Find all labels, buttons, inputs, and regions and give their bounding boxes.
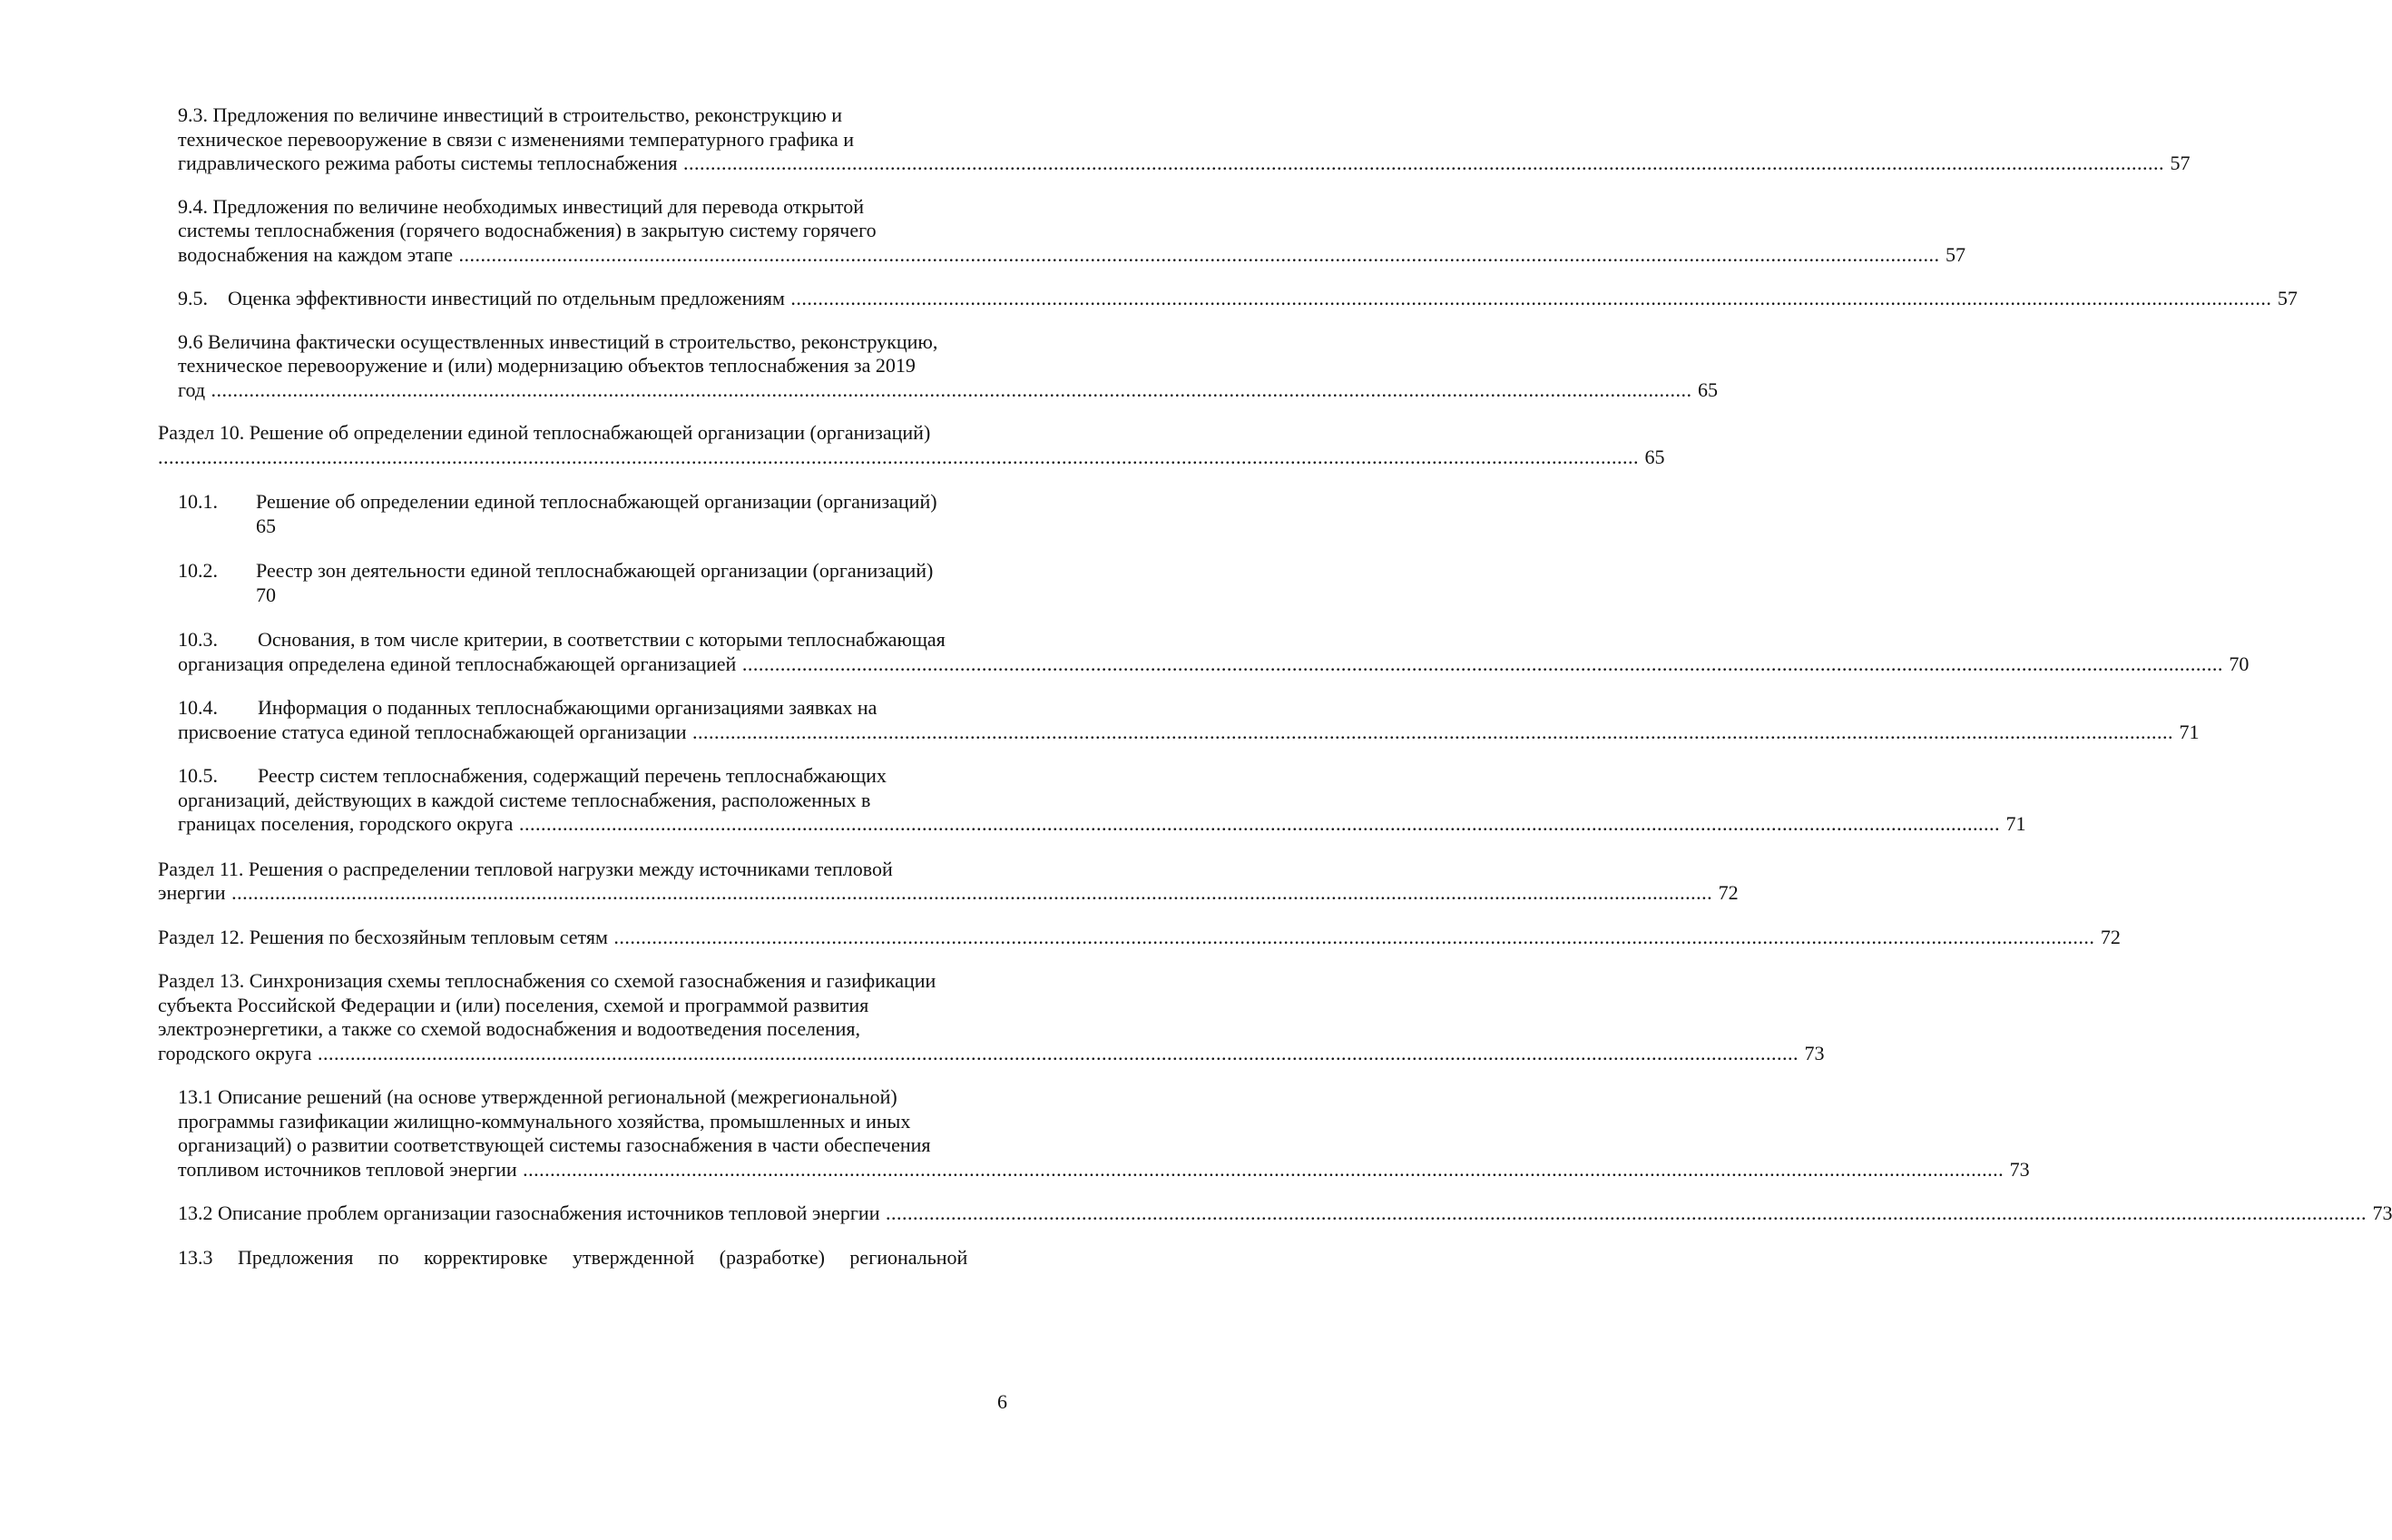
toc-page-number: 57 xyxy=(2277,287,2298,309)
dot-leader xyxy=(613,926,2094,948)
toc-page-number: 73 xyxy=(1804,1041,1825,1064)
toc-line: 13.1 Описание решений (на основе утвержденной региональной (межрегиональной) xyxy=(178,1085,897,1108)
toc-entry-13-2[interactable] xyxy=(178,1202,2392,1226)
toc-entry-10-4[interactable] xyxy=(178,696,2200,744)
toc-page-number: 73 xyxy=(2372,1202,2392,1224)
toc-entry-10-1[interactable] xyxy=(178,490,1016,538)
toc-line: электроэнергетики, а также со схемой водоснабжения и водоотведения поселения, xyxy=(158,1017,861,1040)
toc-entry-section-13[interactable] xyxy=(158,969,1825,1065)
dot-leader xyxy=(519,812,2000,835)
table-of-contents xyxy=(158,103,2392,1270)
toc-line: энергии xyxy=(158,881,226,904)
toc-item-number: 10.2. xyxy=(178,559,218,582)
toc-line: границах поселения, городского округа xyxy=(178,812,514,835)
toc-page-number: 70 xyxy=(256,583,276,606)
toc-page-number: 72 xyxy=(2100,925,2121,948)
toc-line: 13.2 Описание проблем организации газоснабжения источников тепловой энергии xyxy=(178,1202,880,1224)
toc-item-number: 10.1. xyxy=(178,490,218,513)
dot-leader xyxy=(211,378,1692,401)
dot-leader xyxy=(886,1202,2367,1224)
toc-entry-9-6[interactable] xyxy=(178,329,1719,403)
toc-page-number: 72 xyxy=(1718,881,1739,904)
toc-entry-section-11[interactable] xyxy=(158,857,1739,906)
toc-line: 10.5. Реестр систем теплоснабжения, содержащий перечень теплоснабжающих xyxy=(178,764,887,787)
toc-line: городского округа xyxy=(158,1041,312,1064)
toc-entry-10-3[interactable] xyxy=(178,628,2250,676)
toc-page-number: 71 xyxy=(2179,720,2200,743)
toc-line: присвоение статуса единой теплоснабжающей организации xyxy=(178,720,687,743)
toc-line: Решение об определении единой теплоснабжающей организации (организаций) xyxy=(256,490,937,513)
toc-page-number: 71 xyxy=(2005,812,2026,835)
toc-line: организаций) о развитии соответствующей системы газоснабжения в части обеспечения xyxy=(178,1133,931,1156)
toc-entry-9-3[interactable] xyxy=(178,103,2191,176)
toc-page-number: 65 xyxy=(1644,445,1665,468)
toc-line: водоснабжения на каждом этапе xyxy=(178,242,454,266)
dot-leader xyxy=(742,652,2223,675)
toc-line: 10.4. Информация о поданных теплоснабжающими организациями заявках на xyxy=(178,696,877,719)
toc-page-number: 70 xyxy=(2229,652,2250,675)
toc-line: гидравлического режима работы системы теплоснабжения xyxy=(178,152,678,174)
toc-line: 9.4. Предложения по величине необходимых инвестиций для перевода открытой xyxy=(178,194,864,218)
toc-line: Реестр зон деятельности единой теплоснабжающей организации (организаций) xyxy=(256,559,934,582)
toc-page-number: 65 xyxy=(256,514,276,537)
toc-line: 9.5. Оценка эффективности инвестиций по отдельным предложениям xyxy=(178,287,785,309)
toc-entry-section-10[interactable] xyxy=(158,421,1665,469)
toc-line: Раздел 11. Решения о распределении тепловой нагрузки между источниками тепловой xyxy=(158,857,893,880)
toc-line: топливом источников тепловой энергии xyxy=(178,1157,517,1181)
dot-leader xyxy=(231,881,1712,904)
toc-entry-10-5[interactable] xyxy=(178,764,2026,837)
page-number: 6 xyxy=(997,1390,1007,1413)
toc-line: организаций, действующих в каждой системе теплоснабжения, расположенных в xyxy=(178,788,871,811)
toc-line: системы теплоснабжения (горячего водоснабжения) в закрытую систему горячего xyxy=(178,219,877,241)
toc-line: 13.3 Предложения по корректировке утвержденной (разработке) региональной xyxy=(178,1245,968,1269)
toc-entry-13-3[interactable] xyxy=(178,1246,1016,1270)
toc-line: организация определена единой теплоснабжающей организацией xyxy=(178,652,737,675)
toc-entry-13-1[interactable] xyxy=(178,1085,2030,1182)
toc-entry-10-2[interactable] xyxy=(178,559,1016,607)
toc-entry-9-4[interactable] xyxy=(178,194,1966,268)
toc-entry-9-5[interactable] xyxy=(178,287,2298,311)
dot-leader xyxy=(459,243,1940,266)
toc-line: Раздел 10. Решение об определении единой теплоснабжающей организации (организаций) xyxy=(158,421,931,444)
toc-page-number: 57 xyxy=(1946,242,1966,266)
dot-leader xyxy=(158,446,1639,468)
toc-line: техническое перевооружение в связи с изменениями температурного графика и xyxy=(178,127,854,151)
toc-line: субъекта Российской Федерации и (или) поселения, схемой и программой развития xyxy=(158,993,869,1016)
toc-line: программы газификации жилищно-коммунального хозяйства, промышленных и иных xyxy=(178,1109,911,1133)
toc-page-number: 57 xyxy=(2170,152,2191,174)
toc-line: Раздел 13. Синхронизация схемы теплоснабжения со схемой газоснабжения и газификации xyxy=(158,969,936,992)
toc-page-number: 73 xyxy=(2009,1157,2030,1181)
dot-leader xyxy=(790,287,2271,309)
toc-line: год xyxy=(178,378,206,401)
dot-leader xyxy=(523,1158,2004,1181)
toc-page-number: 65 xyxy=(1698,378,1719,401)
toc-line: техническое перевооружение и (или) модернизацию объектов теплоснабжения за 2019 xyxy=(178,354,916,377)
dot-leader xyxy=(683,152,2164,174)
dot-leader xyxy=(318,1042,1799,1064)
toc-line: Раздел 12. Решения по бесхозяйным тепловым сетям xyxy=(158,925,608,948)
toc-line: 10.3. Основания, в том числе критерии, в соответствии с которыми теплоснабжающая xyxy=(178,628,946,651)
toc-entry-section-12[interactable] xyxy=(158,925,2121,950)
toc-line: 9.6 Величина фактически осуществленных инвестиций в строительство, реконструкцию, xyxy=(178,329,938,353)
toc-line: 9.3. Предложения по величине инвестиций в строительство, реконструкцию и xyxy=(178,103,843,126)
dot-leader xyxy=(692,721,2173,743)
